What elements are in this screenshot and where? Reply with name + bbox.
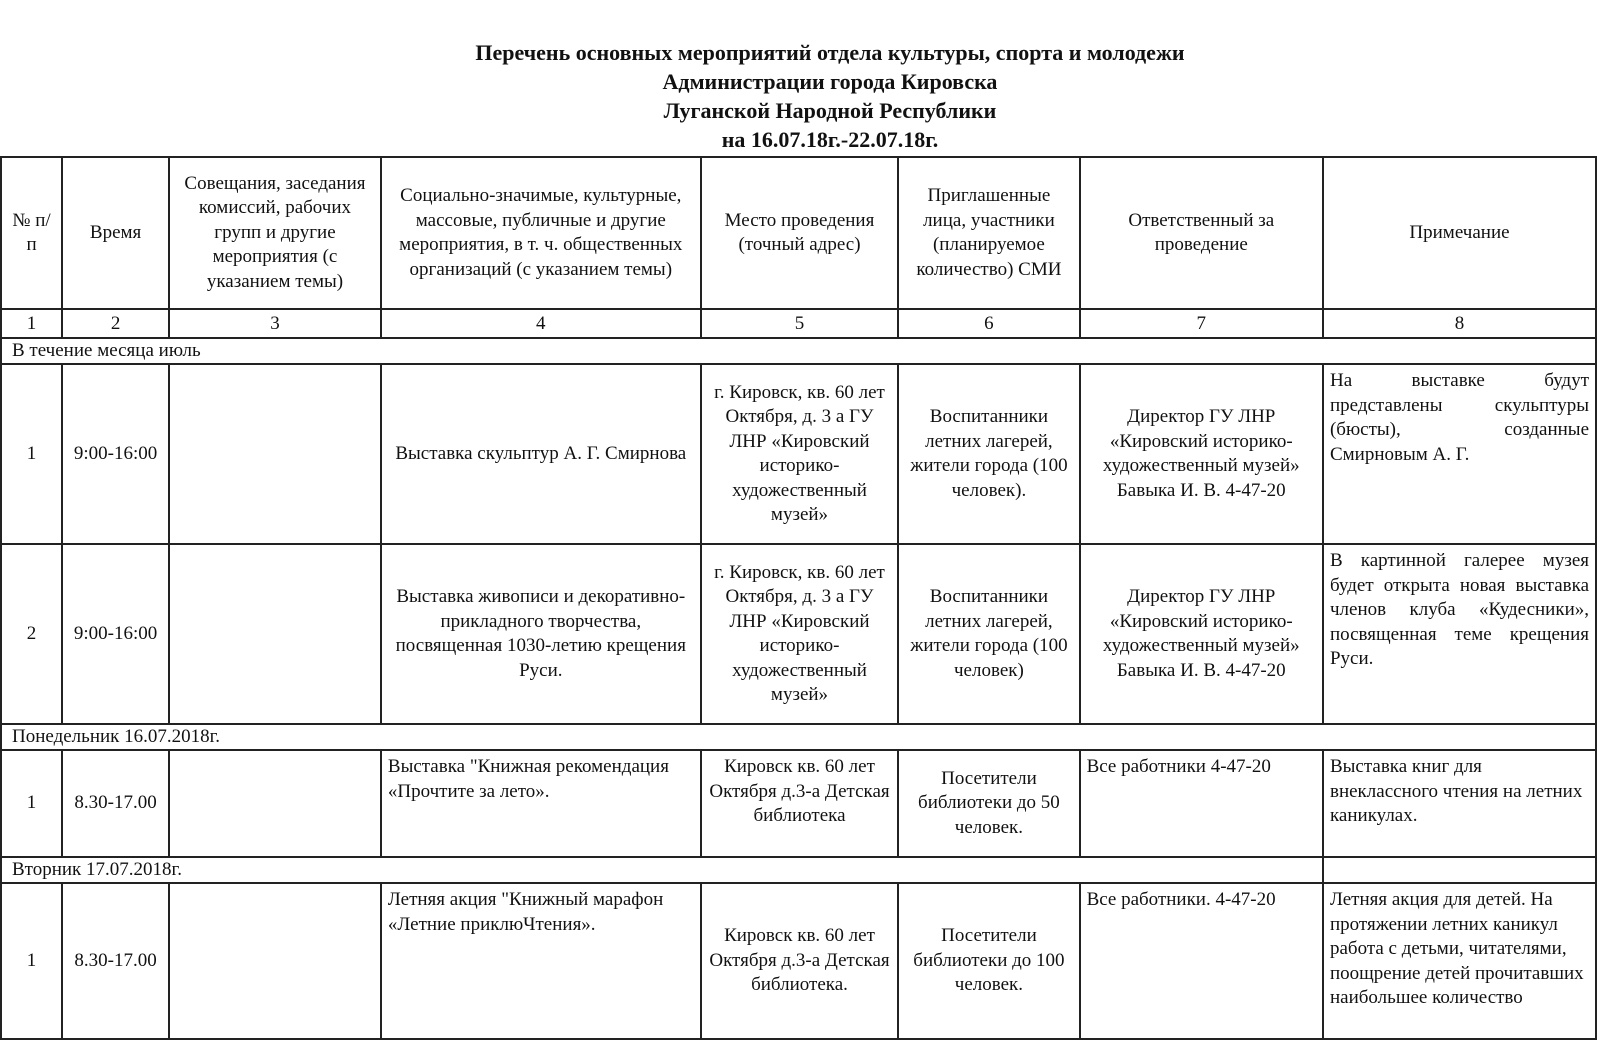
- column-number: 1: [1, 309, 62, 338]
- cell-time: 9:00-16:00: [62, 544, 169, 724]
- cell-time: 8.30-17.00: [62, 750, 169, 857]
- table-row: [1, 883, 1596, 1039]
- header-time: Время: [62, 157, 169, 309]
- cell-note: В картинной галерее музея будет открыта новая выставка членов клуба «Кудесники», посвященная теме крещения Руси.: [1323, 544, 1596, 724]
- cell-responsible: Директор ГУ ЛНР «Кировский историко-художественный музей» Бавыка И. В. 4-47-20: [1080, 364, 1323, 544]
- table-row: [1, 544, 1596, 724]
- table-header-row: [1, 157, 1596, 309]
- cell-note: Летняя акция для детей. На протяжении летних каникул работа с детьми, читателями, поощрение детей прочитавших наибольшее количество: [1323, 883, 1596, 1039]
- cell-num: 1: [1, 883, 62, 1039]
- cell-meetings: [169, 750, 381, 857]
- column-number: 5: [701, 309, 899, 338]
- title-line-4: на 16.07.18г.-22.07.18г.: [721, 127, 939, 152]
- cell-participants: Воспитанники летних лагерей, жители города (100 человек): [898, 544, 1079, 724]
- cell-meetings: [169, 364, 381, 544]
- cell-responsible: Все работники. 4-47-20: [1080, 883, 1323, 1039]
- cell-participants: Воспитанники летних лагерей, жители города (100 человек).: [898, 364, 1079, 544]
- cell-note: На выставке будут представлены скульптуры (бюсты), созданные Смирновым А. Г.: [1323, 364, 1596, 544]
- events-table: [0, 156, 1597, 1040]
- section-label: Понедельник 16.07.2018г.: [1, 724, 1596, 750]
- table-row: [1, 750, 1596, 857]
- section-row-monday: [1, 724, 1596, 750]
- header-num: № п/п: [1, 157, 62, 309]
- cell-participants: Посетители библиотеки до 100 человек.: [898, 883, 1079, 1039]
- section-label: В течение месяца июль: [1, 338, 1596, 364]
- cell-time: 9:00-16:00: [62, 364, 169, 544]
- header-responsible: Ответственный за проведение: [1080, 157, 1323, 309]
- cell-event: Выставка живописи и декоративно-прикладного творчества, посвященная 1030-летию крещения Руси.: [381, 544, 701, 724]
- cell-responsible: Все работники 4-47-20: [1080, 750, 1323, 857]
- column-number: 4: [381, 309, 701, 338]
- cell-place: Кировск кв. 60 лет Октября д.3-а Детская библиотека: [701, 750, 899, 857]
- title-line-1: Перечень основных мероприятий отдела культуры, спорта и молодежи: [475, 40, 1185, 65]
- column-number: 2: [62, 309, 169, 338]
- section-label: Вторник 17.07.2018г.: [1, 857, 1323, 883]
- column-numbers-row: [1, 309, 1596, 338]
- cell-meetings: [169, 544, 381, 724]
- cell-place: г. Кировск, кв. 60 лет Октября, д. 3 а ГУ ЛНР «Кировский историко-художественный музей»: [701, 364, 899, 544]
- cell-responsible: Директор ГУ ЛНР «Кировский историко-художественный музей» Бавыка И. В. 4-47-20: [1080, 544, 1323, 724]
- header-place: Место проведения (точный адрес): [701, 157, 899, 309]
- cell-event: Выставка скульптур А. Г. Смирнова: [381, 364, 701, 544]
- header-events: Социально-значимые, культурные, массовые, публичные и другие мероприятия, в т. ч. общественных организаций (с указанием темы): [381, 157, 701, 309]
- table-row: [1, 364, 1596, 544]
- cell-num: 1: [1, 750, 62, 857]
- document-title: [0, 38, 1600, 154]
- column-number: 6: [898, 309, 1079, 338]
- section-empty-cell: [1323, 857, 1596, 883]
- cell-num: 2: [1, 544, 62, 724]
- header-participants: Приглашенные лица, участники (планируемое количество) СМИ: [898, 157, 1079, 309]
- header-meetings: Совещания, заседания комиссий, рабочих групп и другие мероприятия (с указанием темы): [169, 157, 381, 309]
- cell-time: 8.30-17.00: [62, 883, 169, 1039]
- title-line-2: Администрации города Кировска: [662, 69, 998, 94]
- cell-participants: Посетители библиотеки до 50 человек.: [898, 750, 1079, 857]
- header-note: Примечание: [1323, 157, 1596, 309]
- section-row-tuesday: [1, 857, 1596, 883]
- column-number: 8: [1323, 309, 1596, 338]
- section-row-month: [1, 338, 1596, 364]
- column-number: 7: [1080, 309, 1323, 338]
- cell-num: 1: [1, 364, 62, 544]
- title-line-3: Луганской Народной Республики: [663, 98, 997, 123]
- column-number: 3: [169, 309, 381, 338]
- cell-event: Летняя акция "Книжный марафон «Летние приклюЧтения».: [381, 883, 701, 1039]
- cell-place: Кировск кв. 60 лет Октября д.3-а Детская библиотека.: [701, 883, 899, 1039]
- cell-note: Выставка книг для внеклассного чтения на летних каникулах.: [1323, 750, 1596, 857]
- cell-event: Выставка "Книжная рекомендация «Прочтите за лето».: [381, 750, 701, 857]
- cell-meetings: [169, 883, 381, 1039]
- cell-place: г. Кировск, кв. 60 лет Октября, д. 3 а ГУ ЛНР «Кировский историко-художественный музей»: [701, 544, 899, 724]
